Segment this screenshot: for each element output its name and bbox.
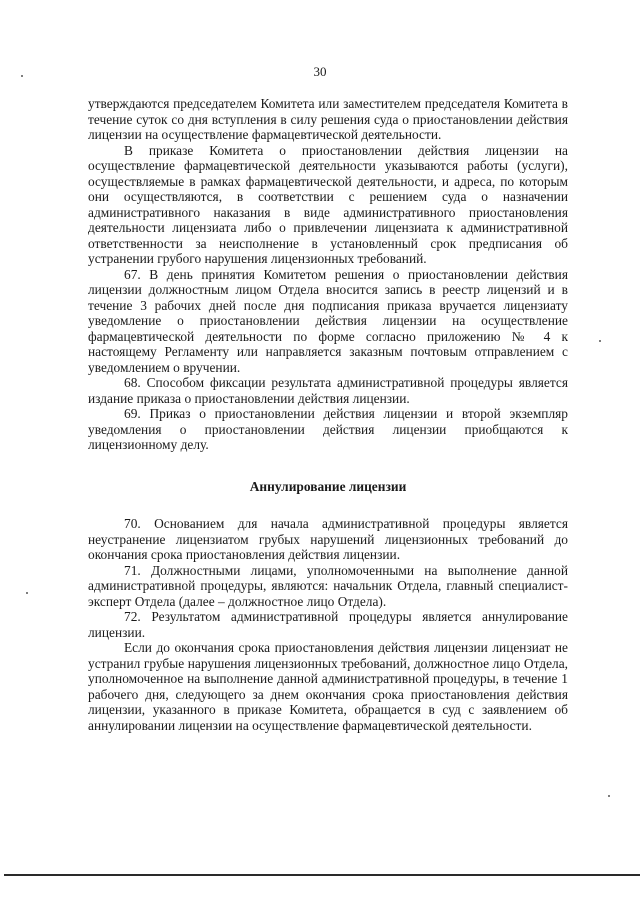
- paragraph: 72. Результатом административной процедуры является аннулирование лицензии.: [88, 609, 568, 640]
- paragraph: 71. Должностными лицами, уполномоченными на выполнение данной административной процедуры, являются: начальник Отдела, главный специалист-эксперт Отдела (далее – должностное лицо Отдела).: [88, 562, 568, 609]
- paragraph: Если до окончания срока приостановления действия лицензии лицензиат не устранил грубые нарушения лицензионных требований, должностное лицо Отдела, уполномоченное на выполнение данной административной процедуры, в течение 1 рабочего дня, следующего за днем окончания срока приостановления действия лицензии, указанного в приказе Комитета, обращается в суд с заявлением об аннулировании лицензии на осуществление фармацевтической деятельности.: [88, 640, 568, 733]
- section-heading: Аннулирование лицензии: [249, 478, 407, 494]
- scan-speck: [21, 75, 23, 77]
- scan-speck: [608, 795, 610, 797]
- paragraph: В приказе Комитета о приостановлении действия лицензии на осуществление фармацевтической деятельности указываются работы (услуги), осуществляемые в рамках фармацевтической деятельности, и адреса, по которым они осуществляются, в соответствии с решением суда о назначении административного наказания в виде административного приостановления деятельности лицензиата либо о привлечении лицензиата к административной ответственности за неисполнение в установленный срок предписания об устранении грубого нарушения лицензионных требований.: [88, 142, 568, 266]
- paragraph: 69. Приказ о приостановлении действия лицензии и второй экземпляр уведомления о приостановлении действия лицензии приобщаются к лицензионному делу.: [88, 406, 568, 452]
- page-number: 30: [313, 64, 327, 79]
- paragraphs-bottom: [88, 516, 568, 733]
- paragraph: 70. Основанием для начала административной процедуры является неустранение лицензиатом грубых нарушений лицензионных требований до окончания срока приостановления действия лицензии.: [88, 516, 568, 562]
- paragraph: 68. Способом фиксации результата административной процедуры является издание приказа о приостановлении действия лицензии.: [88, 375, 568, 406]
- paragraph: утверждаются председателем Комитета или заместителем председателя Комитета в течение суток со дня вступления в силу решения суда о приостановлении действия лицензии на осуществление фармацевтической деятельности.: [88, 96, 568, 142]
- paragraphs-top: [88, 96, 568, 453]
- scan-speck: [599, 340, 601, 342]
- scan-speck: [26, 592, 28, 594]
- document-body: [88, 96, 568, 733]
- bottom-rule: [4, 874, 640, 876]
- paragraph: 67. В день принятия Комитетом решения о приостановлении действия лицензии должностным лицом Отдела вносится запись в реестр лицензий и в течение 3 рабочих дней после дня подписания приказа вручается лицензиату уведомление о приостановлении действия лицензии на осуществление фармацевтической деятельности по форме согласно приложению № 4 к настоящему Регламенту или направляется заказным почтовым отправлением с уведомлением о вручении.: [88, 266, 568, 375]
